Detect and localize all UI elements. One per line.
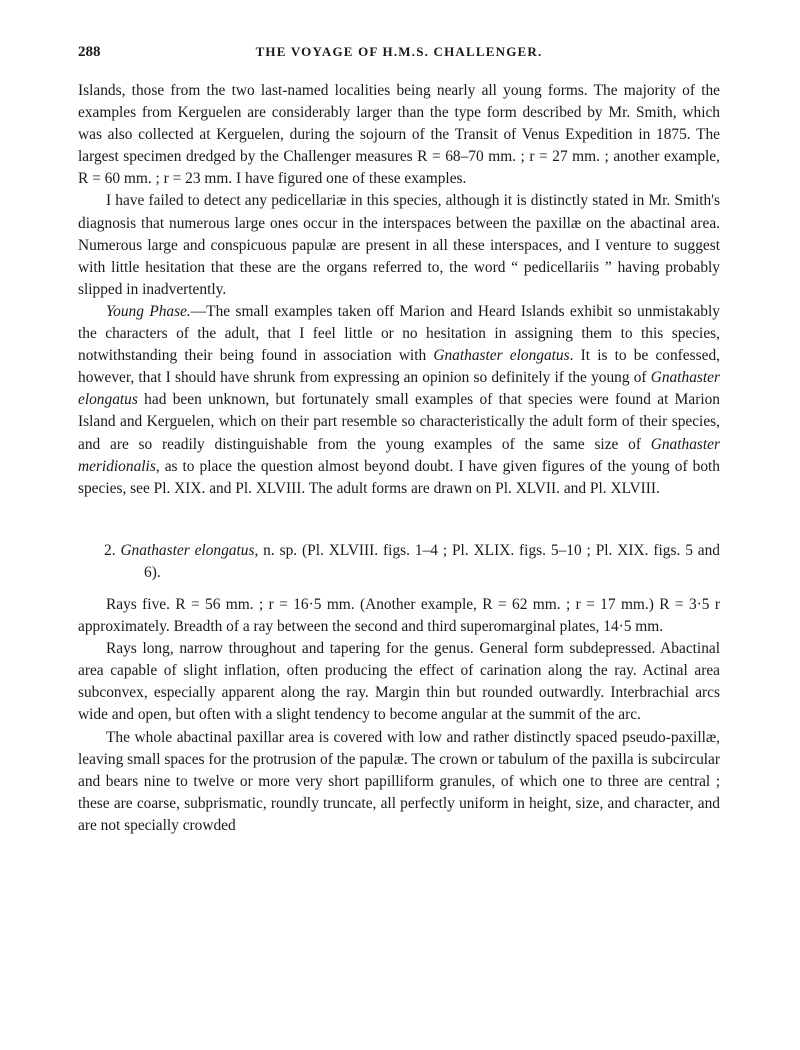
young-phase-text-e: had been unknown, but fortunately small examples of that species were found at Marion Island and Kerguelen, which on their part resemble so characteristically the adult form of their species, and are so readily distinguishable from the young examples of the same size of	[78, 391, 720, 453]
body-text	[78, 80, 720, 837]
page-header	[78, 44, 720, 66]
species-name: Gnathaster elongatus	[78, 369, 720, 409]
paragraph-rays: Rays five. R = 56 mm. ; r = 16·5 mm. (Another example, R = 62 mm. ; r = 17 mm.) R = 3·5 r approximately. Breadth of a ray between the second and third superomarginal plates, 14·5 mm.	[78, 595, 720, 636]
paragraph-2: I have failed to detect any pedicellariæ in this species, although it is distinctly stated in Mr. Smith's diagnosis that numerous large ones occur in the interspaces between the paxillæ on the abactinal area. Numerous large and conspicuous papulæ are present in all these interspaces, and I venture to suggest with little hesitation that these are the organs referred to, the word “ pedicellariis ” having probably slipped in inadvertently.	[78, 192, 720, 298]
young-phase-label: Young Phase.	[106, 302, 191, 320]
young-phase-text-a: —The small examples taken off Marion and Heard Islands exhibit so unmistakably the characters of the adult, that I feel little or no hesitation in assigning them to this species, notwithstanding their being found in association with	[78, 302, 720, 365]
running-title: THE VOYAGE OF H.M.S. CHALLENGER.	[255, 44, 543, 59]
species-name: Gnathaster elongatus	[433, 347, 570, 365]
species-number: 2.	[104, 541, 121, 559]
paragraph-form: Rays long, narrow throughout and tapering for the genus. General form subdepressed. Abactinal area capable of slight inflation, often producing the effect of carination along the ray. Actinal area subconvex, especially apparent along the ray. Margin thin but rounded outwardly. Interbrachial arcs wide and open, but often with a slight tendency to become angular at the summit of the arc.	[78, 640, 720, 724]
species-name: Gnathaster meridionalis	[78, 435, 720, 475]
species-heading-refs: , n. sp. (Pl. XLVIII. figs. 1–4 ; Pl. XLIX. figs. 5–10 ; Pl. XIX. figs. 5 and 6).	[144, 541, 720, 581]
species-heading	[78, 540, 720, 584]
young-phase-text-c: . It is to be confessed, however, that I should have shrunk from expressing an opinion so definitely if the young of	[78, 347, 720, 387]
page-number: 288	[78, 44, 101, 60]
paragraph-1: Islands, those from the two last-named localities being nearly all young forms. The majority of the examples from Kerguelen are considerably larger than the type form described by Mr. Smith, which was also collected at Kerguelen, during the sojourn of the Transit of Venus Expedition in 1875. The largest specimen dredged by the Challenger measures R = 68–70 mm. ; r = 27 mm. ; another example, R = 60 mm. ; r = 23 mm. I have figured one of these examples.	[78, 82, 720, 188]
paragraph-paxillae: The whole abactinal paxillar area is covered with low and rather distinctly spaced pseudo-paxillæ, leaving small spaces for the protrusion of the papulæ. The crown or tabulum of the paxilla is subcircular and bears nine to twelve or more very short papilliform granules, of which one to three are central ; these are coarse, subprismatic, roundly truncate, all perfectly uniform in height, size, and character, and are not specially crowded	[78, 728, 720, 834]
species-heading-name: Gnathaster elongatus	[120, 541, 255, 559]
paragraph-young-phase	[78, 301, 720, 500]
young-phase-text-g: , as to place the question almost beyond doubt. I have given figures of the young of both species, see Pl. XIX. and Pl. XLVIII. The adult forms are drawn on Pl. XLVII. and Pl. XLVIII.	[78, 457, 720, 497]
